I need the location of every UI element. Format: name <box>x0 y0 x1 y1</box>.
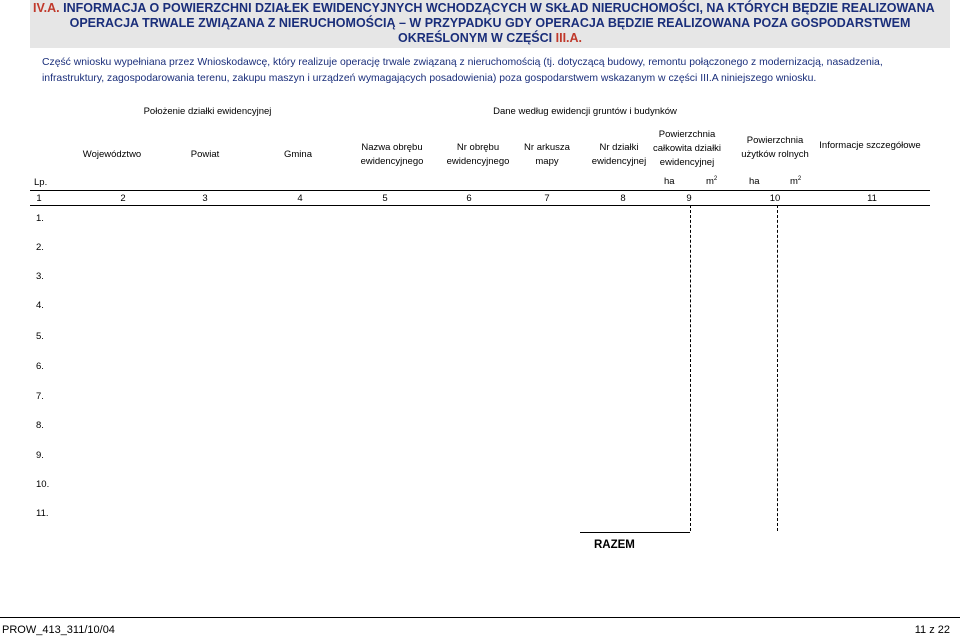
footer-divider <box>0 617 960 618</box>
header-separator-bottom <box>30 205 930 206</box>
column-header-powiat: Powiat <box>190 149 220 160</box>
column-number-6: 6 <box>466 193 472 204</box>
column-number-8: 8 <box>620 193 626 204</box>
column-number-9: 9 <box>686 193 692 204</box>
column-number-3: 3 <box>202 193 208 204</box>
row-number: 7. <box>36 391 44 402</box>
unit-ha-2: ha <box>749 176 760 187</box>
column-number-4: 4 <box>297 193 303 204</box>
column-number-10: 10 <box>769 193 781 204</box>
lp-label: Lp. <box>34 177 48 188</box>
column-number-2: 2 <box>120 193 126 204</box>
unit-m2-2: $m^2$ <box>790 176 802 188</box>
section-title-text-3: OKREŚLONYM W CZĘŚCI <box>397 31 553 45</box>
header-separator-top <box>30 190 930 191</box>
column-header-gmina: Gmina <box>284 149 312 160</box>
row-number: 5. <box>36 331 44 342</box>
column-number-7: 7 <box>544 193 550 204</box>
section-reference: III.A. <box>555 31 583 45</box>
row-number: 9. <box>36 450 44 461</box>
column-number-5: 5 <box>382 193 388 204</box>
hectare-separator-total <box>690 205 691 531</box>
total-label: RAZEM <box>594 539 635 551</box>
column-header-powierzchnia-calkowita: Powierzchnia całkowita działki ewidencyjnej <box>652 129 722 168</box>
column-number-1: 1 <box>36 193 42 204</box>
section-title-line-3 <box>30 31 950 45</box>
instruction-text <box>42 55 942 87</box>
hectare-separator-agricultural <box>777 205 778 531</box>
row-number: 3. <box>36 271 44 282</box>
page-number: 11 z 22 <box>914 624 950 636</box>
section-title-text-1: INFORMACJA O POWIERZCHNI DZIAŁEK EWIDENCYJNYCH WCHODZĄCYCH W SKŁAD NIERUCHOMOŚCI, NA KTÓRYCH BĘDZIE REALIZOWANA <box>63 1 935 15</box>
form-code: PROW_413_311/10/04 <box>2 624 115 636</box>
row-number: 10. <box>36 479 50 490</box>
column-number-11: 11 <box>867 193 877 204</box>
column-header-informacje: Informacje szczegółowe <box>819 140 921 151</box>
column-header-nr-dzialki: Nr działki ewidencyjnej <box>591 142 647 167</box>
row-number: 1. <box>36 213 44 224</box>
row-number: 6. <box>36 361 44 372</box>
group-header-location: Położenie działki ewidencyjnej <box>143 106 272 117</box>
row-number: 8. <box>36 420 44 431</box>
unit-ha-1: ha <box>664 176 675 187</box>
column-header-nazwa-obrebu: Nazwa obrębu ewidencyjnego <box>360 142 424 167</box>
unit-m2-1: $m^2$ <box>706 176 718 188</box>
instruction-line-1: Część wniosku wypełniana przez Wnioskodawcę, który realizuje operację trwale związaną z nieruchomością (tj. dotyczącą budowy, remontu połączonego z modernizacją, nasadzenia, <box>42 57 883 68</box>
column-header-wojewodztwo: Województwo <box>82 149 142 160</box>
row-number: 11. <box>36 508 49 519</box>
section-number: IV.A. <box>33 1 60 15</box>
total-row-line <box>580 532 690 533</box>
group-header-register: Dane według ewidencji gruntów i budynków <box>493 106 677 117</box>
column-header-powierzchnia-uzytkow: Powierzchnia użytków rolnych <box>741 135 809 160</box>
section-title-line-1 <box>33 1 935 15</box>
column-header-nr-arkusza: Nr arkusza mapy <box>524 142 570 167</box>
row-number: 4. <box>36 300 44 311</box>
column-header-nr-obrebu: Nr obrębu ewidencyjnego <box>446 142 510 167</box>
row-number: 2. <box>36 242 44 253</box>
section-title-line-2: OPERACJA TRWALE ZWIĄZANA Z NIERUCHOMOŚCIĄ – W PRZYPADKU GDY OPERACJA BĘDZIE REALIZOWANA POZA GOSPODARSTWEM <box>69 16 911 30</box>
instruction-line-2: infrastruktury, zagospodarowania terenu, zakupu maszyn i urządzeń wymagających posadowienia) poza gospodarstwem wskazanym w części III.A niniejszego wniosku. <box>42 73 817 84</box>
